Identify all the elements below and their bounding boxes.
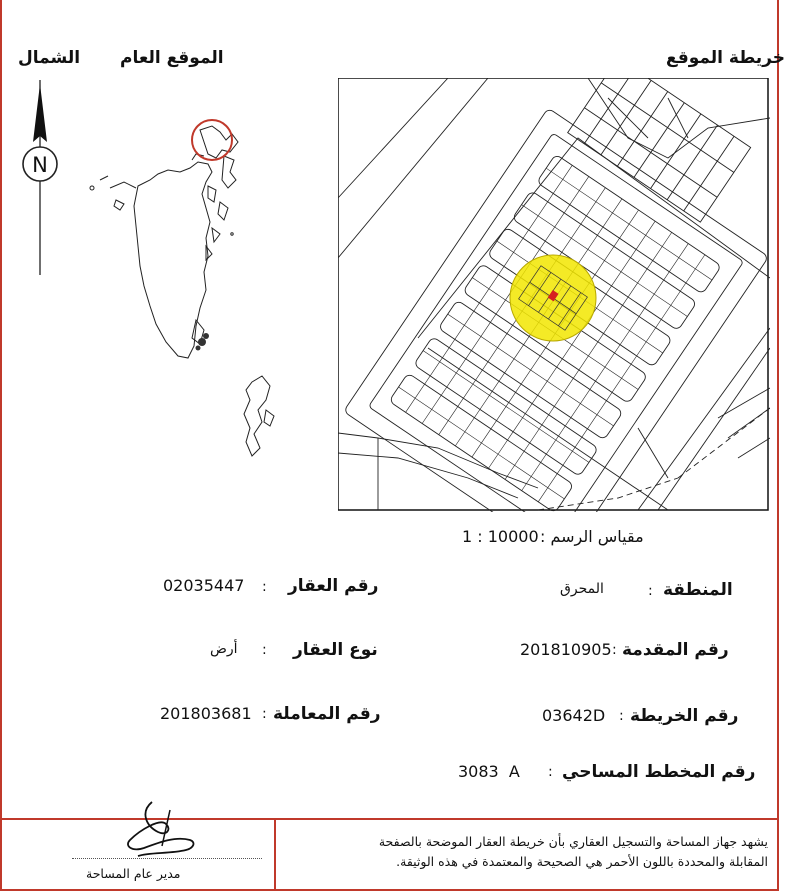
signature-title: مدير عام المساحة [86,866,181,881]
certification-divider [274,818,276,891]
property-no-value: 02035447 [163,576,245,595]
application-no-label: رقم المقدمة [622,640,729,660]
property-type-label: نوع العقار [293,640,378,660]
map-no-value: 03642D [542,706,606,725]
colon: : [262,642,267,658]
application-no-value: 201810905 [520,640,612,659]
certification-line-2: المقابلة والمحددة باللون الأحمر هي الصحيحة والمعتمدة في هذه الوثيقة. [396,854,768,869]
survey-plan-value: 3083 A [458,762,520,781]
scale-label: مقياس الرسم : [540,527,644,546]
certification-line-1: يشهد جهاز المساحة والتسجيل العقاري بأن خريطة العقار الموضحة بالصفحة [378,834,768,849]
colon: : [262,706,267,722]
colon: : [548,764,553,780]
certification-text [298,832,768,872]
area-label: المنطقة [663,580,733,600]
signature-line [72,858,262,859]
colon: : [648,583,653,599]
transaction-no-label: رقم المعاملة [273,704,381,724]
area-value: المحرق [560,581,604,597]
property-type-value: أرض [210,641,238,657]
location-map-title: خريطة الموقع [666,48,786,68]
colon: : [612,642,617,658]
map-no-label: رقم الخريطة [630,706,739,726]
property-no-label: رقم العقار [288,576,379,596]
signature-image [110,800,210,860]
north-arrow-icon [14,80,66,280]
site-location-map [338,78,770,512]
north-letter: N [32,153,48,177]
general-location-title: الموقع العام [120,48,224,68]
scale-value: 1 : 10000 [462,527,539,546]
colon: : [619,708,624,724]
survey-plan-label: رقم المخطط المساحي [562,762,756,782]
north-title: الشمال [18,48,81,68]
general-location-map [80,110,300,470]
transaction-no-value: 201803681 [160,704,252,723]
colon: : [262,579,267,595]
